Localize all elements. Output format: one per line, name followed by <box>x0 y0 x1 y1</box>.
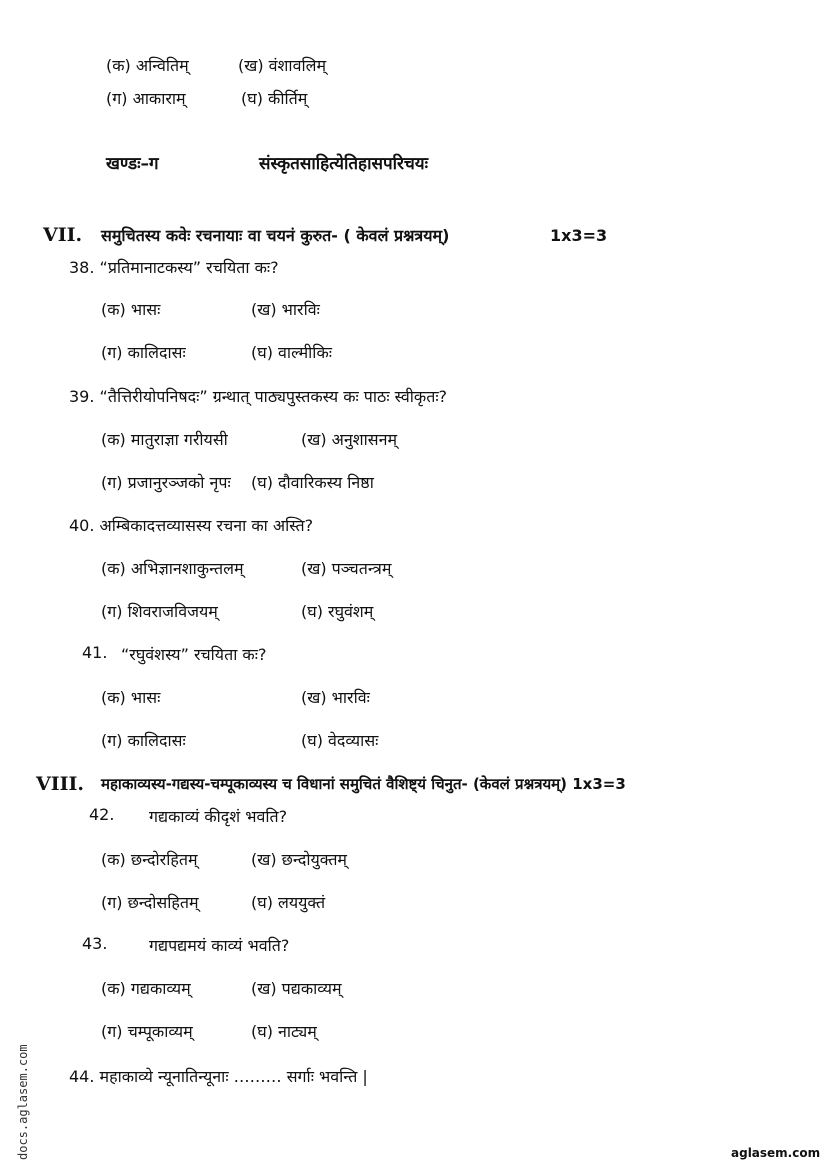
prev-option-a: (क) अन्वितिम् <box>106 56 189 75</box>
q42-text: गद्यकाव्यं कीदृशं भवति? <box>149 807 288 826</box>
q43-option-b: (ख) पद्यकाव्यम् <box>251 979 342 998</box>
q41-text: “रघुवंशस्य” रचयिता कः? <box>121 645 267 664</box>
side-watermark: docs.aglasem.com <box>16 1044 30 1160</box>
q38-option-c: (ग) कालिदासः <box>101 343 186 362</box>
q39-option-a: (क) मातुराज्ञा गरीयसी <box>101 430 228 449</box>
q41-option-a: (क) भासः <box>101 688 161 707</box>
q41-option-d: (घ) वेदव्यासः <box>301 731 379 750</box>
q42-option-b: (ख) छन्दोयुक्तम् <box>251 850 348 869</box>
q41-number: 41. <box>82 643 108 662</box>
q42-option-a: (क) छन्दोरहितम् <box>101 850 198 869</box>
prev-option-c: (ग) आकाराम् <box>106 89 186 108</box>
q41-option-b: (ख) भारविः <box>301 688 370 707</box>
q40-option-c: (ग) शिवराजविजयम् <box>101 602 218 621</box>
part8-instruction: महाकाव्यस्य-गद्यस्य-चम्पूकाव्यस्य च विधानां समुचितं वैशिष्ट्यं चिनुत- (केवलं प्रश्नत्रयम्) 1x3=3 <box>101 775 626 793</box>
prev-option-d: (घ) कीर्तिम् <box>241 89 308 108</box>
q42-number: 42. <box>89 805 115 824</box>
q43-text: गद्यपद्यमयं काव्यं भवति? <box>149 936 290 955</box>
q39-option-c: (ग) प्रजानुरञ्जको नृपः <box>101 473 231 492</box>
q40-text: 40. अम्बिकादत्तव्यासस्य रचना का अस्ति? <box>69 516 314 535</box>
section-title: संस्कृतसाहित्येतिहासपरिचयः <box>259 154 429 174</box>
q40-option-b: (ख) पञ्चतन्त्रम् <box>301 559 392 578</box>
q42-option-d: (घ) लययुक्तं <box>251 893 326 912</box>
section-label: खण्डः–ग <box>106 154 159 174</box>
footer-brand: aglasem.com <box>731 1146 821 1160</box>
part7-number: VII. <box>43 224 83 246</box>
q39-text: 39. “तैत्तिरीयोपनिषदः” ग्रन्थात् पाठ्यपुस्तकस्य कः पाठः स्वीकृतः? <box>69 387 448 406</box>
q38-text: 38. “प्रतिमानाटकस्य” रचयिता कः? <box>69 258 279 277</box>
q43-option-d: (घ) नाट्यम् <box>251 1022 317 1041</box>
q38-option-d: (घ) वाल्मीकिः <box>251 343 332 362</box>
q41-option-c: (ग) कालिदासः <box>101 731 186 750</box>
q38-option-b: (ख) भारविः <box>251 300 320 319</box>
q42-option-c: (ग) छन्दोसहितम् <box>101 893 199 912</box>
q43-option-a: (क) गद्यकाव्यम् <box>101 979 191 998</box>
part7-instruction: समुचितस्य कवेः रचनायाः वा चयनं कुरुत- ( केवलं प्रश्नत्रयम्) <box>101 226 450 245</box>
q40-option-d: (घ) रघुवंशम् <box>301 602 374 621</box>
q40-option-a: (क) अभिज्ञानशाकुन्तलम् <box>101 559 244 578</box>
q39-option-d: (घ) दौवारिकस्य निष्ठा <box>251 473 374 492</box>
q43-option-c: (ग) चम्पूकाव्यम् <box>101 1022 193 1041</box>
q44-text: 44. महाकाव्ये न्यूनातिन्यूनाः ……… सर्गाः भवन्ति | <box>69 1067 368 1086</box>
q43-number: 43. <box>82 934 108 953</box>
part8-number: VIII. <box>36 773 85 795</box>
prev-option-b: (ख) वंशावलिम् <box>238 56 327 75</box>
q38-option-a: (क) भासः <box>101 300 161 319</box>
q39-option-b: (ख) अनुशासनम् <box>301 430 398 449</box>
part7-marks: 1x3=3 <box>550 226 608 245</box>
